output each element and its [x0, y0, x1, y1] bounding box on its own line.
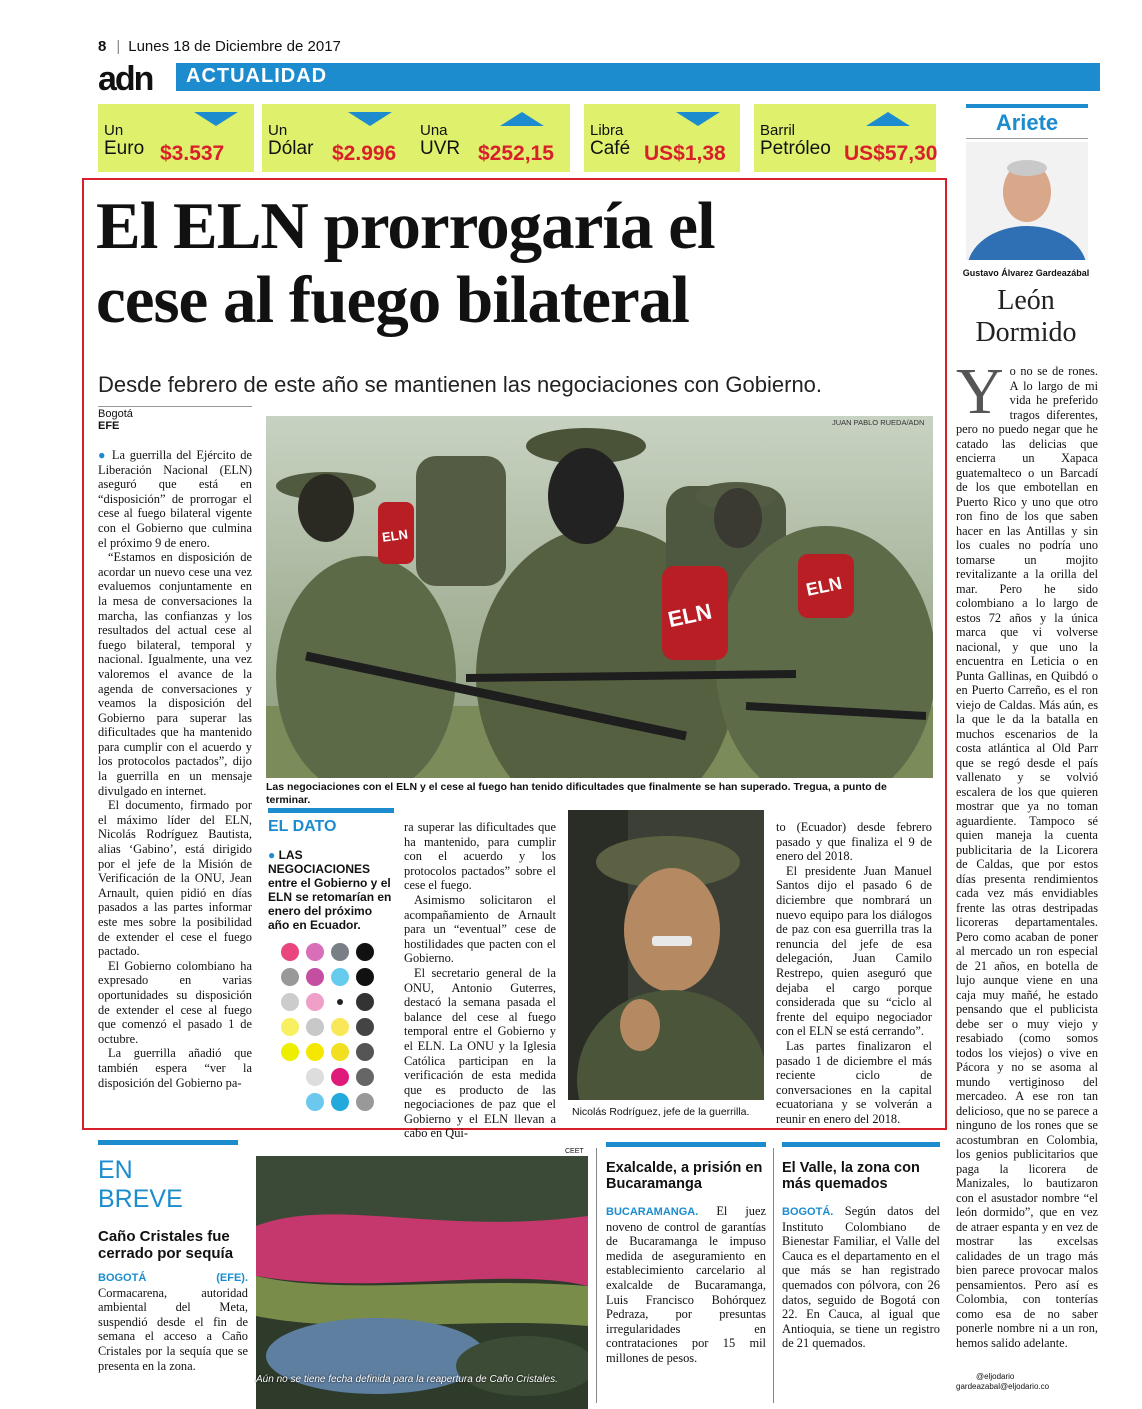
cano-cristales-photo [256, 1156, 588, 1409]
indicator-label-top: Libra [590, 122, 624, 139]
dateline [98, 408, 133, 432]
armband [798, 554, 854, 618]
indicator-uvr [414, 104, 574, 172]
article-paragraph: ● La guerrilla del Ejército de Liberación Nacional (ELN) aseguró que está en “disposición” de prorrogar el cese al fuego bilateral vigente con el Gobierno que culmina el próximo 9 de enero. [98, 448, 252, 550]
brief-body: El juez noveno de control de garantías de Bucaramanga le impuso medida de aseguramiento en establecimiento carcelario al exalcalde de Bucaramanga, Luis Francisco Bohórquez Pedraza, por presuntas irregularidades en contrataciones por 15 mil millones de pesos. [606, 1204, 766, 1365]
main-subhead: Desde febrero de este año se mantienen las negociaciones con Gobierno. [98, 372, 823, 397]
author-photo [966, 142, 1088, 260]
svg-text:ELN: ELN [665, 598, 714, 633]
down-arrow-icon [676, 112, 720, 126]
cano-cristales-title: Caño Cristales fue cerrado por sequía [98, 1228, 234, 1262]
column-email: gardeazabal@eljodario.co [956, 1382, 1050, 1391]
dato-title: EL DATO [268, 818, 337, 835]
column-title [956, 285, 1096, 349]
dateline-place: BOGOTÁ. [782, 1206, 834, 1218]
svg-text:ELN: ELN [804, 572, 844, 600]
headline-line-2: cese al fuego bilateral [96, 263, 689, 337]
adn-logo: adn [98, 60, 153, 98]
brief-body: Según datos del Instituto Colombiano de Bienestar Familiar, el Valle del Cauca es el departamento en el que más se han registrado quemados con pólvora, con 26 datos, seguido de Bogotá con 22. En Cauca, al igual que Antioquia, se tiene un registro de 21 quemados. [782, 1204, 940, 1351]
photo-nicolas-rodriguez [568, 810, 764, 1100]
down-arrow-icon [194, 112, 238, 126]
brief-rule [782, 1142, 940, 1147]
brief-bucaramanga-text [606, 1204, 766, 1366]
dato-lead: LAS NEGOCIACIONES [268, 848, 371, 876]
indicator-value: US$1,38 [644, 142, 726, 165]
main-photo-guerrillas [266, 416, 933, 778]
page-date: Lunes 18 de Diciembre de 2017 [128, 38, 341, 55]
indicator-label-top: Barril [760, 122, 796, 139]
dateline-agency: EFE [98, 420, 120, 432]
main-photo-credit: JUAN PABLO RUEDA/ADN [832, 418, 925, 427]
article-paragraph: El Gobierno colombiano ha expresado en varias oportunidades su disposición de extender el cese al fuego que comenzó el pasado 1 de octubre. [98, 958, 252, 1046]
indicator-label: Dólar [268, 138, 314, 159]
indicator-label: Café [590, 138, 631, 159]
dato-text [268, 848, 396, 932]
article-paragraph: to (Ecuador) desde febrero pasado y que finaliza el 9 de enero del 2018. [776, 820, 932, 864]
cano-cristales-text [98, 1270, 248, 1373]
column-divider [773, 1148, 774, 1403]
brief-valle-text [782, 1204, 940, 1351]
cano-photo-caption: Aún no se tiene fecha definida para la reapertura de Caño Cristales. [256, 1374, 558, 1385]
up-arrow-icon [866, 112, 910, 126]
column-title-line-2: Dormido [975, 317, 1077, 348]
indicator-label: Petróleo [760, 138, 831, 159]
en-breve-line-2: BREVE [98, 1185, 183, 1213]
dropcap: Y [956, 355, 1004, 428]
section-bar: ACTUALIDAD [176, 63, 1100, 91]
armband [662, 566, 728, 660]
cano-photo-credit: CEET [565, 1148, 584, 1155]
en-breve-rule [98, 1140, 238, 1145]
en-breve-title [98, 1156, 183, 1214]
article-column-3 [776, 820, 932, 1126]
color-calibration-swatches [278, 940, 388, 1120]
bullet-icon: ● [98, 448, 112, 462]
column-author: Gustavo Álvarez Gardeazábal [962, 268, 1090, 278]
article-paragraph: El secretario general de la ONU, Antonio Guterres, destacó la semana pasada el balance del cese al fuego temporal entre el Gobierno y el ELN. La ONU y la Iglesia Católica participan en la verificación de esta medida que es producto de las negociaciones de paz que el Gobierno y el ELN llevan a cabo en Qui- [404, 965, 556, 1141]
indicator-value: US$57,30 [844, 142, 938, 165]
column-text [956, 355, 1098, 1350]
brief-body: Cormacarena, autoridad ambiental del Meta, suspendió desde el fin de semana el acceso a Caño Cristales por la sequía que se presenta en la zona. [98, 1285, 248, 1373]
brief-rule [606, 1142, 766, 1147]
indicator-value: $252,15 [478, 142, 554, 165]
article-paragraph: ra superar las dificultades que ha mantenido, para cumplir con el acuerdo y los protocolos pactados” sobre el cese el fuego. [404, 820, 556, 893]
article-paragraph: Las partes finalizaron el pasado 1 de diciembre el más reciente ciclo de conversaciones en la capital ecuatoriana y se volverán a reunir en enero del 2018. [776, 1038, 932, 1126]
svg-text:ELN: ELN [381, 526, 409, 545]
page-header: 8 | Lunes 18 de Diciembre de 2017 [98, 38, 341, 55]
article-paragraph: El documento, firmado por el máximo líder del ELN, Nicolás Rodríguez Bautista, alias ‘Gabino’, está dirigido por el jefe de la Misión de Verificación de la ONU, Jean Arnault, quien pidió en días pasados a las partes informar este mes sobre la posibilidad de extender el cese el fuego pactado. [98, 798, 252, 959]
en-breve-line-1: EN [98, 1156, 133, 1184]
indicator-petroleo [754, 104, 940, 172]
brief-title-valle: El Valle, la zona con más quemados [782, 1160, 920, 1192]
indicator-value: $3.537 [160, 142, 225, 165]
down-arrow-icon [348, 112, 392, 126]
article-paragraph: “Estamos en disposición de acordar un nuevo cese una vez evaluemos conjuntamente en la mesa de conversaciones la marcha, las confianzas y los resultados del actual cese al fuego bilateral, temporal y nacional. Igualmente, una vez valoremos el avance de la agenda de conversaciones y veamos la disposición del Gobierno para superar las dificultades que ha mantenido para cumplir con el acuerdo y los protocolos pactados”, dijo la guerrilla en un mensaje divulgado en internet. [98, 550, 252, 798]
indicator-label-top: Un [104, 122, 124, 139]
column-paragraph: o no se de rones. A lo largo de mi vida he preferido tragos diferentes, pero no puedo negar que he catado las delicias que encierra un Xapaca guatemalteco o un Barcadí de los que embotellan en Puerto Rico y uno que otro ron fino de los que saben hacer en las Antillas y sin los cuales no podría uno tomarse un mojito revitalizante a la orilla del mar. Pero he sido colombiano a lo largo de estos 72 años y la única marca que vi volverse nacional, y que uno la encuentra en Leticia o en Punta Gallinas, en Quibdó o en Puerto Carreño, es el ron viejo de Caldas. Más aún, es la que le da la batalla en muchos escenarios de la costa atlántica al Old Parr que se regó desde el país vallenato y se volvió escalera de los que quieren mostrar que ya no toman aguardiente. Tampoco sé quien maneja la cuenta publicitaria de la Licorera de Caldas, que por estos días presenta rendimientos cada vez más envidiables frente las otras destripadas licoreras departamentales. Pero como acaban de poner al mercado un ron especial de 21 años, en botella de lujo aunque viene en una caja muy mañé, he estado pensando que el publicista debe ser o muy viejo y resabiado (como somos todos los viejos) o vive en Pácora y no se asoma al mundo vertiginoso del mercadeo. A ese ron tan delicioso, que no se parece a ninguno de los rones que se acostumbran en Colombia, los genios publicitarios que paga la licorera de Manizales, lo bautizaron con el asustador nombre “el león dormido”, que en vez de atraer espanta y en vez de mostrar las excelsas calidades de un trago más bien parece provocar malos pensamientos. Pero así es Colombia, con tonterías como esa de no saber ponerle nombre ni a un ron, hemos salido adelante. [956, 364, 1098, 1350]
column-signature [956, 1372, 1049, 1392]
main-headline [96, 186, 936, 342]
column-divider [596, 1148, 597, 1403]
photo2-caption: Nicolás Rodríguez, jefe de la guerrilla. [572, 1106, 750, 1118]
brief-title-bucaramanga: Exalcalde, a prisión en Bucaramanga [606, 1160, 763, 1192]
indicator-label-top: Una [420, 122, 448, 139]
main-photo-caption: Las negociaciones con el ELN y el cese al fuego han tenido dificultades que finalmente se han superado. Tregua, a punto de terminar. [266, 781, 887, 806]
indicator-label-top: Un [268, 122, 288, 139]
article-paragraph: Asimismo solicitaron el acompañamiento de Arnault para un “eventual” cese de hostilidades que pacten con el Gobierno. [404, 892, 556, 966]
up-arrow-icon [500, 112, 544, 126]
dato-rule [268, 808, 394, 813]
dateline-place: BUCARAMANGA. [606, 1206, 699, 1218]
indicator-dolar [262, 104, 422, 172]
indicator-label: UVR [420, 138, 461, 159]
indicator-euro [98, 104, 258, 172]
dateline-rule [98, 406, 252, 407]
article-column-2 [404, 820, 556, 1141]
article-column-1 [98, 448, 252, 1090]
column-handle: @eljodario [976, 1372, 1015, 1381]
ariete-rule [966, 104, 1088, 108]
dato-body: entre el Gobierno y el ELN se retomarían en enero del próximo año en Ecuador. [268, 876, 392, 932]
dateline-place: BOGOTÁ (EFE). [98, 1272, 248, 1284]
armband [378, 502, 414, 564]
article-paragraph: El presidente Juan Manuel Santos dijo el pasado 6 de diciembre que nombrará un nuevo equipo para los diálogos de paz con esa guerrilla tras la renuncia del jefe de esa delegación, Juan Camilo Restrepo, quien aseguró que dejaba el cargo porque considerada que su “ciclo al frente del equipo negociador con el ELN se está cerrando”. [776, 863, 932, 1039]
ariete-title: Ariete [966, 110, 1088, 139]
dateline-city: Bogotá [98, 408, 133, 420]
indicator-label: Euro [104, 138, 145, 159]
page-number: 8 [98, 38, 107, 55]
headline-line-1: El ELN prorrogaría el [96, 189, 715, 263]
indicator-value: $2.996 [332, 142, 397, 165]
column-title-line-1: León [997, 285, 1055, 316]
indicator-cafe [584, 104, 744, 172]
bullet-icon: ● [268, 848, 279, 862]
article-paragraph: La guerrilla añadió que también espera “ver la disposición del Gobierno pa- [98, 1046, 252, 1090]
